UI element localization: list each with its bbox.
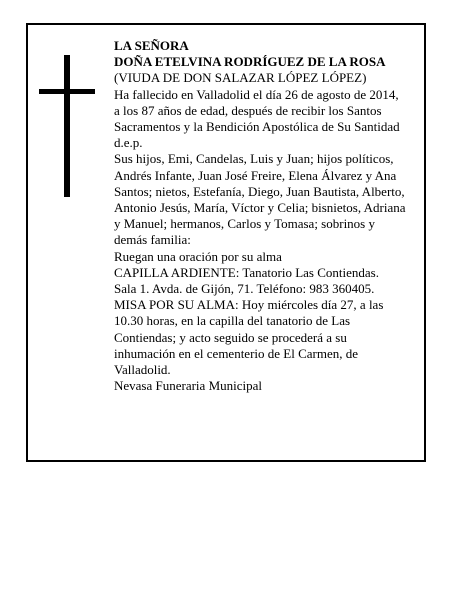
cross-vertical-bar: [64, 55, 70, 197]
deceased-name: DOÑA ETELVINA RODRÍGUEZ DE LA ROSA: [114, 54, 386, 70]
widow-line: (VIUDA DE DON SALAZAR LÓPEZ LÓPEZ): [114, 70, 367, 86]
body-line: 10.30 horas, en la capilla del tanatorio de Las: [114, 313, 351, 329]
body-line: Santos; nietos, Estefanía, Diego, Juan Bautista, Alberto,: [114, 183, 405, 199]
body-line: Andrés Infante, Juan José Freire, Elena Álvarez y Ana: [114, 167, 397, 183]
obituary-text: [114, 38, 426, 394]
cross-icon: [39, 55, 95, 197]
body-line: d.e.p.: [114, 135, 143, 151]
body-line: Antonio Jesús, María, Víctor y Celia; bisnietos, Adriana: [114, 200, 406, 216]
body-line: demás familia:: [114, 232, 191, 248]
body-line: Ha fallecido en Valladolid el día 26 de agosto de 2014,: [114, 86, 399, 102]
body-line: inhumación en el cementerio de El Carmen, de: [114, 345, 359, 361]
body-line: Contiendas; y acto seguido se procederá a su: [114, 329, 347, 345]
body-line: Valladolid.: [114, 362, 171, 378]
cross-horizontal-bar: [39, 89, 95, 94]
body-line: a los 87 años de edad, después de recibir los Santos: [114, 102, 382, 118]
body-line: Sus hijos, Emi, Candelas, Luis y Juan; hijos políticos,: [114, 151, 394, 167]
body-line: CAPILLA ARDIENTE: Tanatorio Las Contiendas.: [114, 264, 379, 280]
body-line: Sacramentos y la Bendición Apostólica de Su Santidad: [114, 119, 400, 135]
body-line: MISA POR SU ALMA: Hoy miércoles día 27, a las: [114, 297, 384, 313]
notice-title: LA SEÑORA: [114, 38, 189, 53]
body-line: Ruegan una oración por su alma: [114, 248, 282, 264]
body-line: Nevasa Funeraria Municipal: [114, 378, 263, 394]
body-line: y Manuel; hermanos, Carlos y Tomasa; sobrinos y: [114, 216, 375, 232]
body-line: Sala 1. Avda. de Gijón, 71. Teléfono: 983 360405.: [114, 281, 375, 297]
